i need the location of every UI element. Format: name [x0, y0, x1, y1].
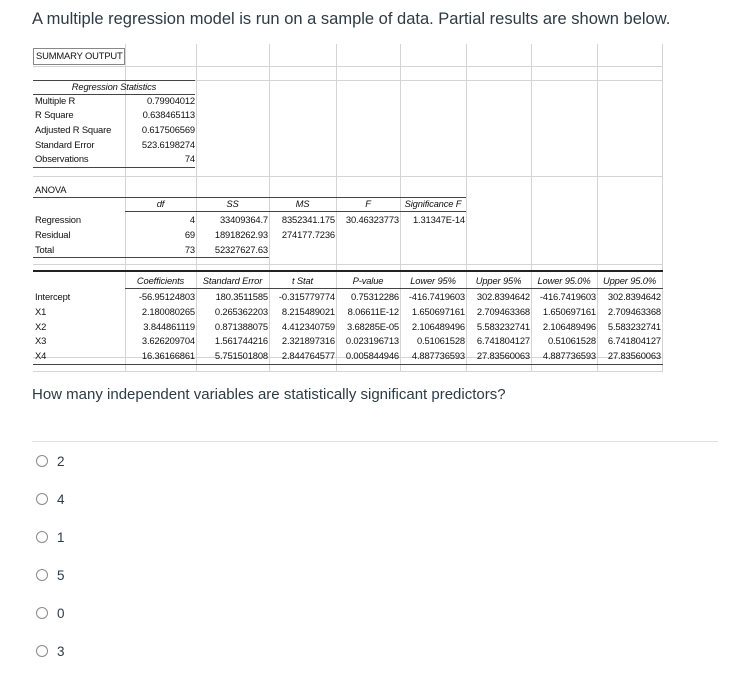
stat-value: 0.617506569 — [141, 124, 195, 135]
coef-value: -56.95124803 — [138, 291, 195, 302]
answer-option-5[interactable] — [36, 565, 65, 585]
coef-value: 5.583232741 — [607, 320, 661, 332]
coef-header: Upper 95% — [475, 275, 522, 286]
answer-option-4[interactable] — [36, 489, 65, 509]
coef-value: 8.06611E-12 — [347, 305, 399, 317]
answer-option-2[interactable] — [36, 451, 65, 471]
anova-df: 4 — [189, 214, 195, 225]
coef-value: 8.215489021 — [281, 305, 335, 317]
radio-circle-icon[interactable] — [36, 455, 48, 467]
stat-label: Multiple R — [35, 95, 76, 106]
anova-ss: 33409364.7 — [219, 214, 268, 225]
anova-header-ms: MS — [295, 198, 310, 209]
anova-ss: 52327627.63 — [214, 244, 268, 255]
radio-circle-icon[interactable] — [36, 569, 48, 581]
coef-value: 2.709463368 — [607, 305, 661, 317]
answer-label: 4 — [57, 491, 65, 507]
coef-value: 2.106489496 — [411, 320, 465, 332]
coef-header: Lower 95.0% — [537, 275, 591, 286]
answer-label: 0 — [57, 605, 65, 621]
question-intro: A multiple regression model is run on a sample of data. Partial results are shown below. — [32, 10, 671, 28]
anova-df: 69 — [184, 229, 195, 240]
coef-value: 5.583232741 — [476, 320, 530, 332]
coef-value: 3.626209704 — [141, 335, 195, 347]
coef-value: 5.751501808 — [214, 350, 268, 362]
coef-value: 27.83560063 — [607, 350, 661, 362]
coef-value: 2.709463368 — [476, 305, 530, 317]
coef-value: 0.871388075 — [214, 320, 268, 332]
coef-value: 6.741804127 — [476, 335, 530, 347]
anova-row-label: Regression — [35, 214, 81, 225]
stat-label: Observations — [35, 153, 89, 164]
stat-value: 523.6198274 — [141, 139, 195, 150]
anova-significance-f: 1.31347E-14 — [412, 214, 465, 225]
answer-label: 5 — [57, 567, 65, 583]
coef-value: 0.51061528 — [547, 335, 596, 347]
anova-ss: 18918262.93 — [214, 229, 268, 240]
answer-label: 3 — [57, 643, 65, 659]
coef-value: 4.887736593 — [411, 350, 465, 362]
coef-value: 4.412340759 — [281, 320, 335, 332]
coef-value: 1.650697161 — [411, 305, 465, 317]
coef-header: t Stat — [292, 275, 313, 286]
coef-row-label: Intercept — [35, 291, 71, 302]
coef-value: 1.650697161 — [542, 305, 596, 317]
coef-value: 2.106489496 — [542, 320, 596, 332]
divider — [32, 441, 718, 442]
coef-value: 2.321897316 — [281, 335, 335, 347]
coef-value: 0.023196713 — [345, 335, 399, 347]
stat-label: Adjusted R Square — [35, 124, 112, 135]
coef-value: 302.8394642 — [476, 291, 530, 302]
anova-header-df: df — [156, 198, 165, 209]
anova-df: 73 — [184, 244, 195, 255]
coef-value: 0.265362203 — [214, 305, 268, 317]
anova-title: ANOVA — [35, 184, 67, 195]
anova-ms: 8352341.175 — [281, 214, 335, 225]
answer-option-0[interactable] — [36, 603, 65, 623]
coef-header: P-value — [352, 275, 384, 286]
coef-value: -416.7419603 — [539, 291, 596, 302]
coef-value: 302.8394642 — [607, 291, 661, 302]
regression-output-image — [33, 44, 663, 372]
coef-row-label: X1 — [35, 305, 47, 317]
stat-label: Standard Error — [35, 139, 95, 150]
coef-value: 4.887736593 — [542, 350, 596, 362]
coef-value: -0.315779774 — [278, 291, 335, 302]
radio-circle-icon[interactable] — [36, 493, 48, 505]
coef-header: Standard Error — [202, 275, 263, 286]
coef-header: Lower 95% — [410, 275, 456, 286]
anova-header-significance-f: Significance F — [404, 198, 462, 209]
stat-value: 74 — [184, 153, 195, 164]
answer-option-3[interactable] — [36, 641, 65, 661]
answer-label: 1 — [57, 529, 65, 545]
anova-header-f: F — [365, 198, 371, 209]
coef-value: 3.844861119 — [143, 320, 195, 332]
stat-label: R Square — [35, 109, 74, 120]
coef-value: 6.741804127 — [607, 335, 661, 347]
stat-value: 0.638465113 — [142, 109, 195, 120]
radio-circle-icon[interactable] — [36, 607, 48, 619]
anova-header-ss: SS — [226, 198, 239, 209]
coef-value: 0.75312286 — [350, 291, 399, 302]
anova-row-label: Residual — [35, 229, 71, 240]
anova-f: 30.46323773 — [345, 214, 399, 225]
coef-header: Coefficients — [136, 275, 185, 286]
coef-value: 0.51061528 — [416, 335, 465, 347]
coef-header: Upper 95.0% — [602, 275, 657, 286]
coef-row-label: X4 — [35, 350, 47, 362]
coef-row-label: X2 — [35, 320, 47, 332]
question-prompt: How many independent variables are statistically significant predictors? — [32, 386, 506, 403]
summary-title: SUMMARY OUTPUT — [36, 50, 123, 61]
stat-value: 0.79904012 — [146, 95, 195, 106]
answer-option-1[interactable] — [36, 527, 65, 547]
radio-circle-icon[interactable] — [36, 531, 48, 543]
coef-value: 2.180080265 — [141, 305, 195, 317]
coef-value: 2.844764577 — [281, 350, 335, 362]
coef-value: 3.68285E-05 — [346, 320, 399, 332]
coef-value: 180.3511585 — [215, 291, 268, 302]
coef-value: 1.561744216 — [214, 335, 268, 347]
anova-ms: 274177.7236 — [281, 229, 335, 240]
coef-value: 0.005844946 — [345, 350, 399, 362]
regression-statistics-header: Regression Statistics — [71, 81, 157, 92]
coef-value: -416.7419603 — [408, 291, 465, 302]
answer-label: 2 — [57, 453, 65, 469]
coef-value: 27.83560063 — [476, 350, 530, 362]
coef-row-label: X3 — [35, 335, 47, 347]
anova-row-label: Total — [35, 244, 55, 255]
radio-circle-icon[interactable] — [36, 645, 48, 657]
coef-value: 16.36166861 — [141, 350, 195, 362]
